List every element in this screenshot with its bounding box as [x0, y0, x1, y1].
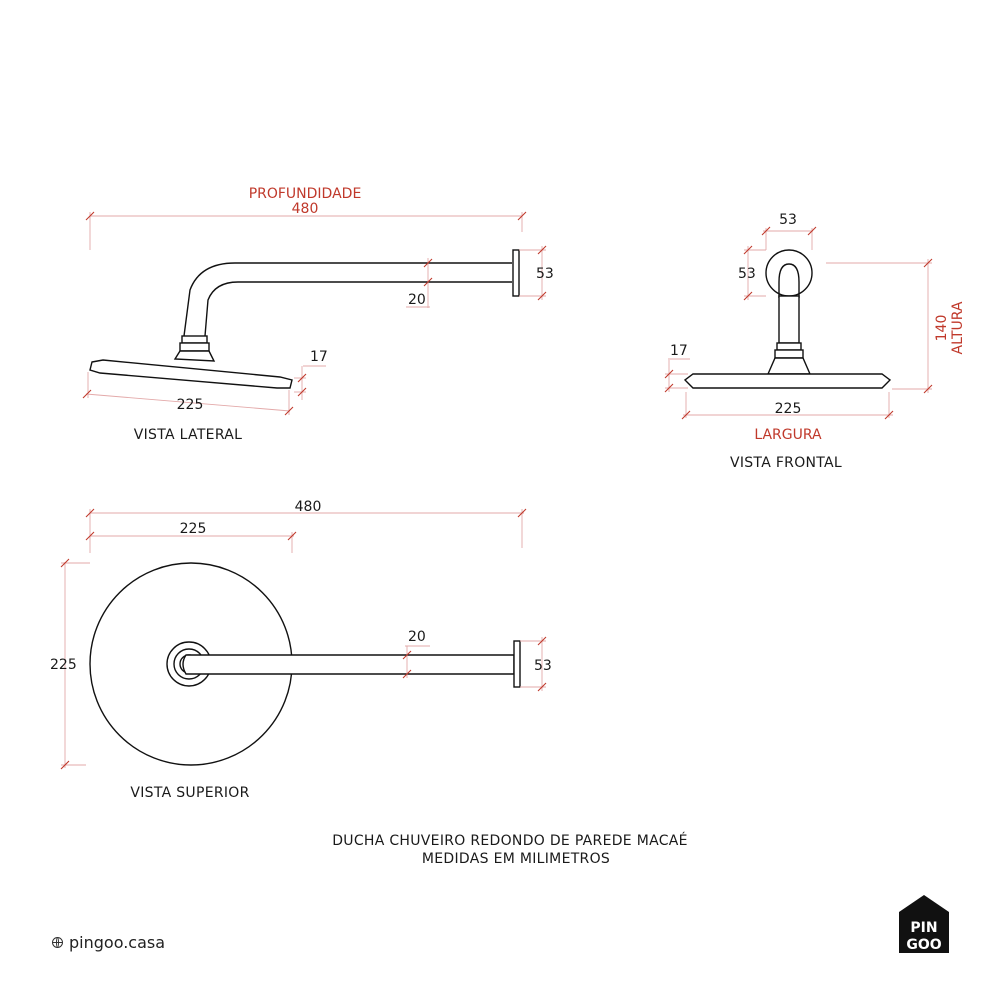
head-neck-front	[768, 358, 810, 374]
logo-line-2: GOO	[906, 937, 942, 953]
shower-head-side	[90, 360, 292, 388]
arm-vertical-front	[779, 296, 799, 343]
swivel-nut	[182, 336, 207, 343]
head-neck	[175, 351, 214, 361]
drawing-title: DUCHA CHUVEIRO REDONDO DE PAREDE MACAÉ	[332, 833, 688, 849]
shower-arm-bottom-edge	[205, 282, 512, 336]
wall-flange	[513, 250, 519, 296]
shower-head-front	[685, 374, 890, 388]
flange-height-label-front: 53	[738, 266, 756, 282]
arm-diameter-label-top: 20	[408, 629, 426, 645]
flange-height-label-sup: 53	[534, 658, 552, 674]
width-value: 225	[774, 401, 802, 417]
flange-width-label: 53	[779, 212, 797, 228]
superior-view-caption: VISTA SUPERIOR	[130, 785, 250, 801]
shower-arm-top	[183, 655, 514, 674]
superior-view	[50, 499, 552, 801]
width-title: LARGURA	[754, 427, 822, 443]
total-length-label: 480	[294, 499, 322, 515]
head-diameter-label: 225	[176, 397, 204, 413]
website-footer	[52, 933, 165, 952]
wall-flange-top	[514, 641, 520, 687]
lateral-view	[83, 186, 554, 443]
logo-line-1: PIN	[910, 920, 938, 936]
shower-arm-top-edge	[184, 263, 512, 336]
flange-height-label: 53	[536, 266, 554, 282]
wall-flange-front	[766, 250, 812, 296]
head-x-label: 225	[179, 521, 207, 537]
head-y-label: 225	[50, 657, 77, 673]
swivel-ball-front	[775, 350, 803, 358]
frontal-view	[665, 212, 966, 471]
globe-icon	[52, 937, 63, 948]
lateral-view-caption: VISTA LATERAL	[133, 427, 243, 443]
swivel-ball	[180, 343, 209, 351]
height-title: ALTURA	[950, 301, 966, 355]
head-thickness-label: 17	[310, 349, 328, 365]
arm-diameter-label: 20	[408, 292, 426, 308]
swivel-nut-front	[777, 343, 801, 350]
depth-value: 480	[291, 201, 319, 217]
pingoo-logo	[899, 895, 949, 953]
height-value: 140	[934, 314, 950, 342]
depth-title: PROFUNDIDADE	[248, 186, 362, 202]
drawing-units: MEDIDAS EM MILIMETROS	[421, 851, 611, 867]
website-link[interactable]: pingoo.casa	[69, 933, 166, 952]
head-thickness-label-front: 17	[670, 343, 688, 359]
frontal-view-caption: VISTA FRONTAL	[729, 455, 843, 471]
